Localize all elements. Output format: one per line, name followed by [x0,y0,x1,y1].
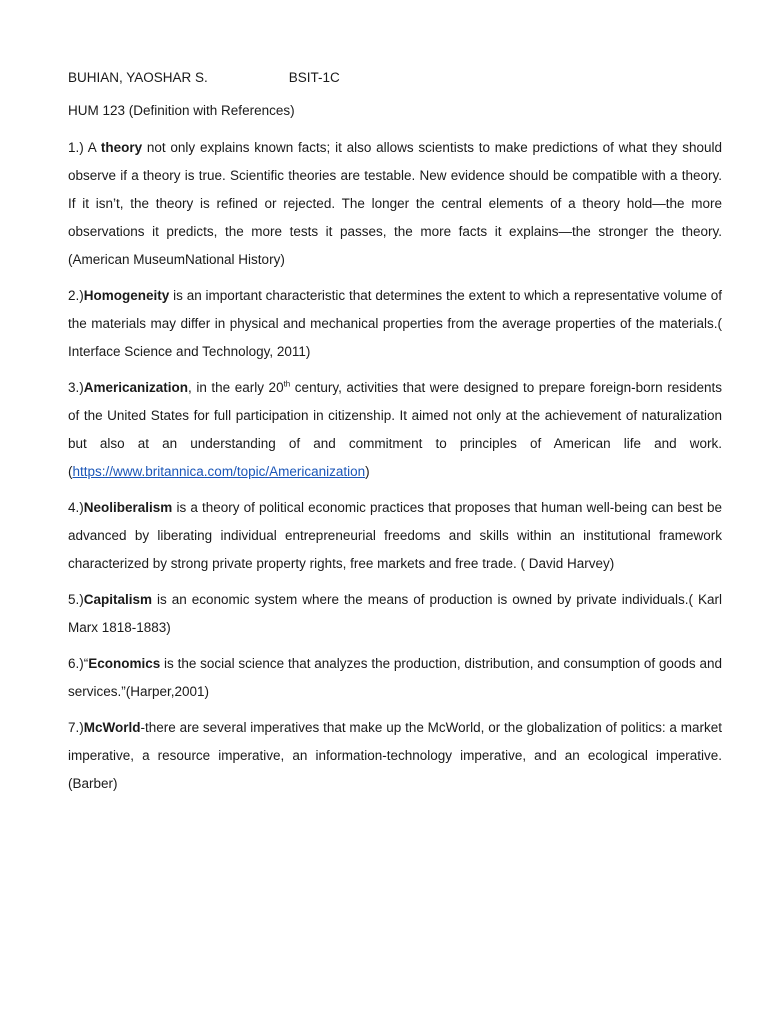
term: McWorld [83,720,141,735]
definition-neoliberalism [68,494,722,578]
term: Homogeneity [83,288,170,303]
definition-text: is an important characteristic that determines the extent to which a representative volume of the materials may differ in physical and mechanical properties from the average properties of the materials.( Interface Science and Technology, 2011) [68,288,722,359]
definition-text: ) [365,464,370,479]
definition-capitalism [68,586,722,642]
definition-text: not only explains known facts; it also allows scientists to make predictions of what they should observe if a theory is true. Scientific theories are testable. New evidence should be compatible with a theory. If it isn’t, the theory is refined or rejected. The longer the central elements of a theory hold—the more observations it predicts, the more tests it passes, the more facts it explains—the stronger the theory.(American MuseumNational History) [68,140,722,267]
definition-text: century, activities that were designed to prepare foreign-born residents of the United States for full participation in citizenship. It aimed not only at the achievement of naturalization but also at an understanding of and commitment to principles of American life and work.( [68,380,722,479]
course-section: BSIT-1C [288,70,340,85]
term: Capitalism [83,592,153,607]
item-number: 2.) [68,288,84,303]
definition-americanization [68,374,722,486]
term: theory [100,140,143,155]
definition-text: , in the early 20 [188,380,284,395]
superscript: th [283,379,291,389]
definition-economics [68,650,722,706]
definition-mcworld [68,714,722,798]
student-name: BUHIAN, YAOSHAR S. [68,70,208,85]
assignment-title: HUM 123 (Definition with References) [68,103,295,118]
item-number: 4.) [68,500,84,515]
item-number: 6.)“ [68,656,89,671]
definition-text: is the social science that analyzes the production, distribution, and consumption of goods and services.”(Harper,2001) [68,656,722,699]
term: Americanization [83,380,189,395]
definition-theory [68,134,722,274]
definition-text: -there are several imperatives that make up the McWorld, or the globalization of politics: a market imperative, a resource imperative, an information-technology imperative, and an ecological imperative.(Barber) [68,720,722,791]
definition-text: is an economic system where the means of production is owned by private individuals.( Karl Marx 1818-1883) [68,592,722,635]
item-number: 3.) [68,380,84,395]
item-number: 1.) A [68,140,101,155]
definition-text: is a theory of political economic practices that proposes that human well-being can best be advanced by liberating individual entrepreneurial freedoms and skills within an institutional framework characterized by strong private property rights, free markets and free trade. ( David Harvey) [68,500,722,571]
term: Economics [88,656,161,671]
britannica-link[interactable]: https://www.britannica.com/topic/Americanization [72,464,366,479]
document-page [68,68,722,806]
student-header [68,68,722,88]
term: Neoliberalism [83,500,173,515]
item-number: 5.) [68,592,84,607]
definition-homogeneity [68,282,722,366]
item-number: 7.) [68,720,84,735]
